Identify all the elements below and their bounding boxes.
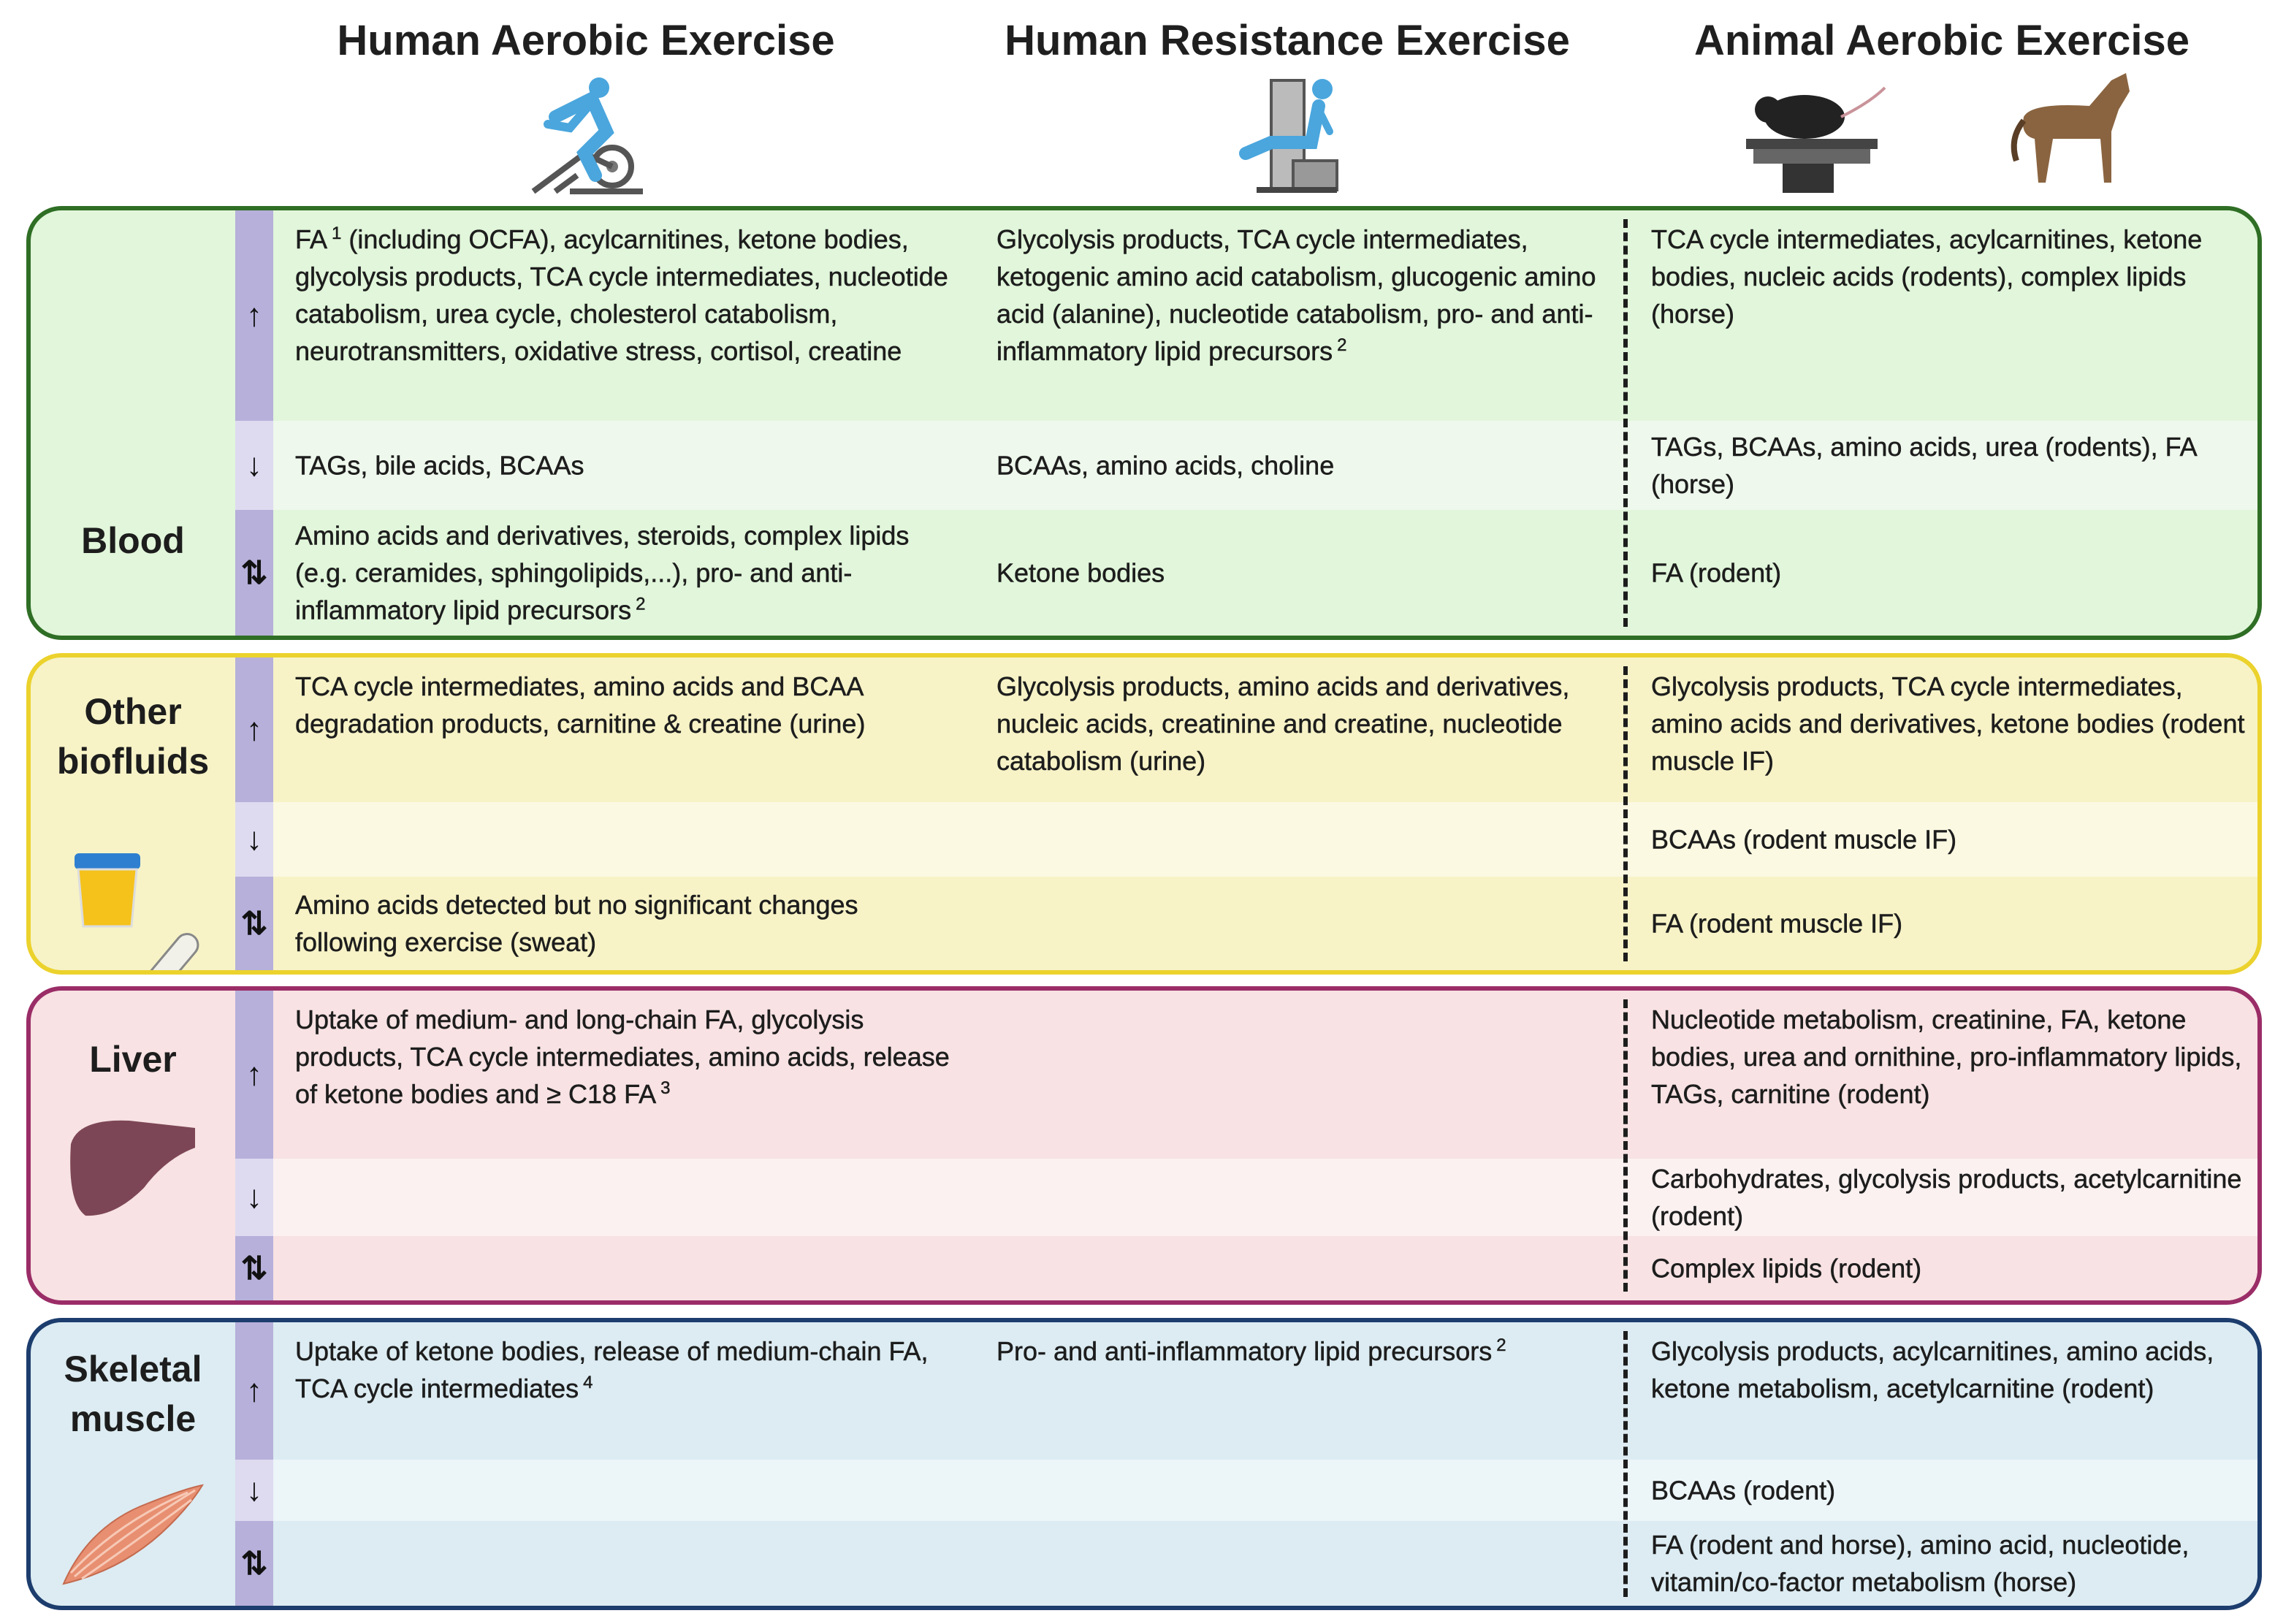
footnote-reference: 3 — [660, 1078, 671, 1098]
cell-text: Carbohydrates, glycolysis products, acetylcarnitine (rodent) — [1651, 1164, 2242, 1231]
cell-animal-aerobic — [1651, 1526, 2257, 1601]
cell-human-aerobic — [295, 1333, 960, 1407]
cell-text: TCA cycle intermediates, acylcarnitines, ketone bodies, nucleic acids (rodents), complex lipids (horse) — [1651, 224, 2203, 329]
up-down-arrow-icon: ⇅ — [235, 1236, 273, 1300]
cell-human-aerobic — [295, 886, 960, 961]
cell-text: FA (rodent and horse), amino acid, nucleotide, vitamin/co-factor metabolism (horse) — [1651, 1530, 2190, 1597]
animal-column-divider — [1623, 999, 1628, 1292]
cell-animal-aerobic — [1651, 1472, 2257, 1509]
tissue-label: Liver — [89, 1039, 177, 1080]
tissue-label-column — [31, 991, 235, 1300]
table-row-down — [235, 802, 2257, 877]
cell-text: BCAAs (rodent muscle IF) — [1651, 824, 1957, 855]
cell-text: FA (rodent muscle IF) — [1651, 908, 1903, 939]
up-arrow-icon: ↑ — [235, 657, 273, 802]
cell-text: Ketone bodies — [997, 557, 1165, 588]
cell-text: TAGs, BCAAs, amino acids, urea (rodents), FA (horse) — [1651, 432, 2196, 499]
animal-column-divider — [1623, 219, 1628, 627]
cell-animal-aerobic — [1651, 221, 2257, 332]
down-arrow-icon: ↓ — [235, 1460, 273, 1521]
tissue-label-column — [31, 210, 235, 636]
cell-human-aerobic — [295, 1001, 960, 1113]
cell-text: Uptake of ketone bodies, release of medium-chain FA, TCA cycle intermediates — [295, 1336, 929, 1403]
cell-text: Glycolysis products, TCA cycle intermediates, amino acids and derivatives, ketone bodies (rodent muscle IF) — [1651, 671, 2245, 776]
cell-human-resistance — [997, 1333, 1603, 1370]
cell-animal-aerobic — [1651, 1250, 2257, 1287]
up-arrow-icon: ↑ — [235, 991, 273, 1159]
cell-text: Pro- and anti-inflammatory lipid precursors — [997, 1336, 1493, 1366]
cell-text: FA (rodent) — [1651, 557, 1782, 588]
table-row-up — [235, 210, 2257, 421]
up-down-arrow-icon: ⇅ — [235, 877, 273, 970]
cell-text: BCAAs, amino acids, choline — [997, 450, 1335, 481]
animal-column-divider — [1623, 666, 1628, 961]
down-arrow-icon: ↓ — [235, 421, 273, 510]
cell-animal-aerobic — [1651, 1333, 2257, 1407]
cell-animal-aerobic — [1651, 668, 2257, 779]
table-row-updown — [235, 510, 2257, 636]
down-arrow-icon: ↓ — [235, 1159, 273, 1236]
table-row-down — [235, 1159, 2257, 1236]
cell-human-resistance — [997, 447, 1603, 484]
cell-human-aerobic — [295, 668, 960, 742]
up-down-arrow-icon: ⇅ — [235, 510, 273, 636]
cell-text: Glycolysis products, acylcarnitines, amino acids, ketone metabolism, acetylcarnitine (rodent) — [1651, 1336, 2214, 1403]
cell-text: Amino acids detected but no significant changes following exercise (sweat) — [295, 890, 858, 957]
cell-human-aerobic — [295, 447, 960, 484]
tissue-label: Other biofluids — [56, 691, 210, 782]
tissue-label-column — [31, 1322, 235, 1606]
cyclist-icon — [526, 73, 658, 197]
cell-text: Glycolysis products, TCA cycle intermediates, ketogenic amino acid catabolism, glucogenic amino acid (alanine), nucleotide catabolism, pro- and anti- inflammatory lipid precursors — [997, 224, 1596, 366]
resistance-machine-icon — [1227, 73, 1352, 197]
cell-text: FA — [295, 224, 328, 254]
up-down-arrow-icon: ⇅ — [235, 1521, 273, 1606]
panel-other-biofluids — [26, 653, 2262, 975]
cell-text: Amino acids and derivatives, steroids, complex lipids (e.g. ceramides, sphingolipids,...), pro- and anti- inflammatory lipid precursors — [295, 520, 910, 625]
footnote-reference: 2 — [1496, 1335, 1506, 1355]
cell-text: Uptake of medium- and long-chain FA, glycolysis products, TCA cycle intermediates, amino acids, release of ketone bodies and ≥ C18 FA — [295, 1004, 950, 1109]
rat-treadmill-icon — [1739, 73, 1892, 197]
cell-animal-aerobic — [1651, 428, 2257, 503]
table-row-up — [235, 991, 2257, 1159]
down-arrow-icon: ↓ — [235, 802, 273, 877]
panel-blood — [26, 206, 2262, 640]
cell-text: Nucleotide metabolism, creatinine, FA, ketone bodies, urea and ornithine, pro-inflammatory lipids, TAGs, carnitine (rodent) — [1651, 1004, 2242, 1109]
cell-human-aerobic — [295, 221, 960, 370]
table-row-updown — [235, 1236, 2257, 1300]
table-row-down — [235, 421, 2257, 510]
panel-liver — [26, 986, 2262, 1305]
cell-animal-aerobic — [1651, 1160, 2257, 1235]
liver-icon — [64, 1115, 202, 1228]
table-row-updown — [235, 877, 2257, 970]
column-header-animal-aerobic: Animal Aerobic Exercise — [1693, 17, 2190, 64]
cell-animal-aerobic — [1651, 1001, 2257, 1113]
table-row-updown — [235, 1521, 2257, 1606]
up-arrow-icon: ↑ — [235, 210, 273, 421]
urine-cup-and-tube-icon — [67, 846, 213, 975]
cell-animal-aerobic — [1651, 821, 2257, 858]
table-row-up — [235, 657, 2257, 802]
up-arrow-icon: ↑ — [235, 1322, 273, 1460]
tissue-label: Blood — [81, 520, 185, 561]
cell-text: Glycolysis products, amino acids and derivatives, nucleic acids, creatinine and creatine, nucleotide catabolism (urine) — [997, 671, 1570, 776]
cell-text-continued: (including OCFA), acylcarnitines, ketone bodies, glycolysis products, TCA cycle intermediates, nucleotide catabolism, urea cycle, cholesterol catabolism, neurotransmitters, oxidative stress, cortisol, creatine — [295, 224, 948, 366]
tissue-label-column — [31, 657, 235, 970]
cell-text: Complex lipids (rodent) — [1651, 1253, 1922, 1284]
tissue-label: Skeletal muscle — [64, 1349, 202, 1439]
panel-skeletal-muscle — [26, 1318, 2262, 1610]
cell-text: BCAAs (rodent) — [1651, 1475, 1836, 1506]
animal-column-divider — [1623, 1331, 1628, 1597]
table-row-down — [235, 1460, 2257, 1521]
cell-human-resistance — [997, 554, 1603, 592]
footnote-reference: 2 — [1337, 335, 1347, 355]
column-header-human-aerobic: Human Aerobic Exercise — [337, 17, 835, 64]
footnote-reference: 1 — [332, 224, 342, 243]
table-row-up — [235, 1322, 2257, 1460]
muscle-icon — [60, 1482, 206, 1595]
footnote-reference: 4 — [583, 1373, 593, 1392]
horse-icon — [2002, 66, 2148, 190]
cell-text: TCA cycle intermediates, amino acids and BCAA degradation products, carnitine & creatine (urine) — [295, 671, 866, 739]
cell-animal-aerobic — [1651, 905, 2257, 942]
cell-animal-aerobic — [1651, 554, 2257, 592]
cell-human-resistance — [997, 221, 1603, 370]
column-header-human-resistance: Human Resistance Exercise — [1005, 17, 1570, 64]
cell-text: TAGs, bile acids, BCAAs — [295, 450, 584, 481]
cell-human-resistance — [997, 668, 1603, 779]
cell-human-aerobic — [295, 517, 960, 629]
footnote-reference: 2 — [636, 594, 646, 614]
